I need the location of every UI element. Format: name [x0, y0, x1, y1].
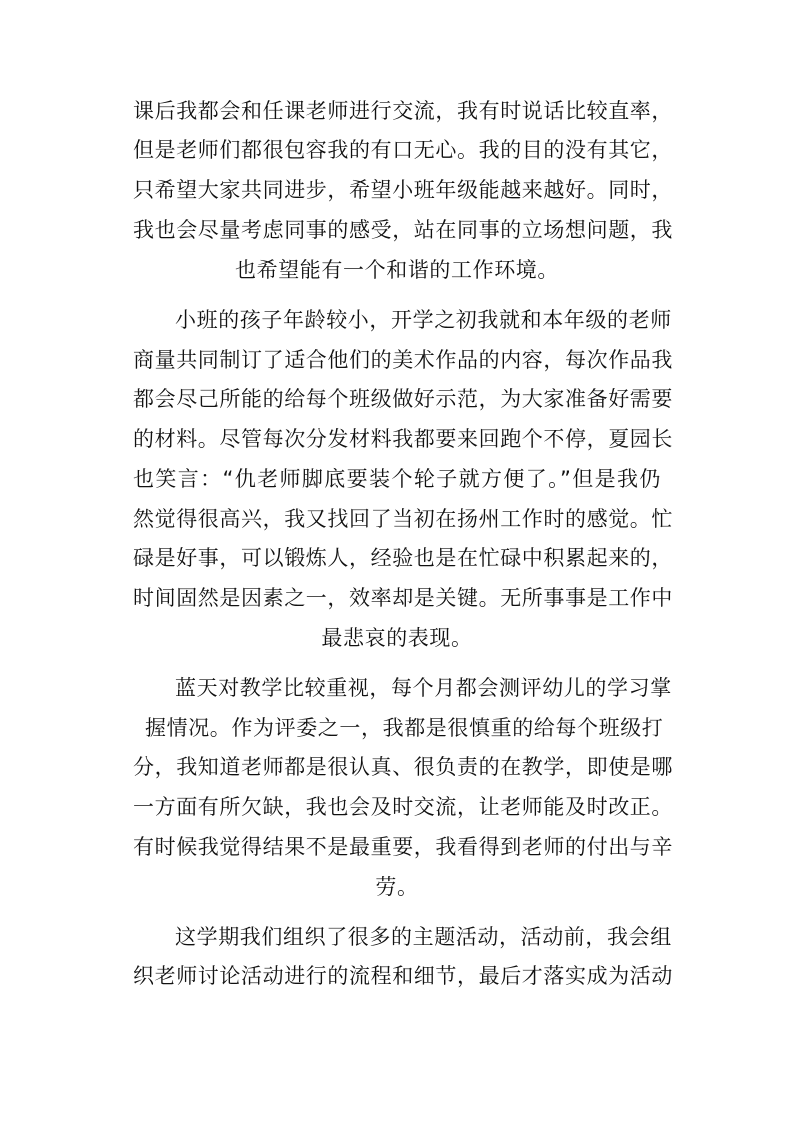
paragraph-1-line-5: 也希望能有一个和谐的工作环境。 — [235, 258, 559, 282]
paragraph-1-line-1: 课后我都会和任课老师进行交流，我有时说话比较直率， — [133, 99, 673, 123]
paragraph-2-line-6: 然觉得很高兴，我又找回了当初在扬州工作时的感觉。忙 — [133, 507, 673, 531]
paragraph-4-line-2: 织老师讨论活动进行的流程和细节，最后才落实成为活动 — [133, 964, 673, 988]
paragraph-1-line-2: 但是老师们都很包容我的有口无心。我的目的没有其它， — [133, 138, 673, 162]
paragraph-2-line-3: 都会尽己所能的给每个班级做好示范，为大家准备好需要 — [133, 387, 673, 411]
paragraph-2-line-8: 时间固然是因素之一，效率却是关键。无所事事是工作中 — [133, 586, 673, 610]
paragraph-4-line-1: 这学期我们组织了很多的主题活动，活动前，我会组 — [175, 925, 672, 949]
paragraph-2-line-5: 也笑言：“仇老师脚底要装个轮子就方便了。”但是我仍 — [133, 467, 661, 491]
paragraph-3-line-1: 蓝天对教学比较重视，每个月都会测评幼儿的学习掌 — [175, 676, 672, 700]
paragraph-3-line-6: 劳。 — [375, 875, 419, 899]
paragraph-2-line-9: 最悲哀的表现。 — [321, 626, 473, 650]
paragraph-2-line-2: 商量共同制订了适合他们的美术作品的内容，每次作品我 — [133, 348, 673, 372]
paragraph-3-line-3: 分，我知道老师都是很认真、很负责的在教学，即使是哪 — [133, 755, 673, 779]
paragraph-2-line-1: 小班的孩子年龄较小，开学之初我就和本年级的老师 — [175, 308, 672, 332]
paragraph-3-line-2: 握情况。作为评委之一，我都是很慎重的给每个班级打 — [145, 716, 664, 740]
paragraph-2-line-4: 的材料。尽管每次分发材料我都要来回跑个不停，夏园长 — [133, 427, 673, 451]
paragraph-3-line-5: 有时候我觉得结果不是最重要，我看得到老师的付出与辛 — [133, 835, 673, 859]
paragraph-1-line-4: 我也会尽量考虑同事的感受，站在同事的立场想问题，我 — [133, 218, 673, 242]
paragraph-1-line-3: 只希望大家共同进步，希望小班年级能越来越好。同时， — [133, 178, 673, 202]
paragraph-2-line-7: 碌是好事，可以锻炼人，经验也是在忙碌中积累起来的， — [133, 546, 673, 570]
paragraph-3-line-4: 一方面有所欠缺，我也会及时交流，让老师能及时改正。 — [133, 795, 673, 819]
